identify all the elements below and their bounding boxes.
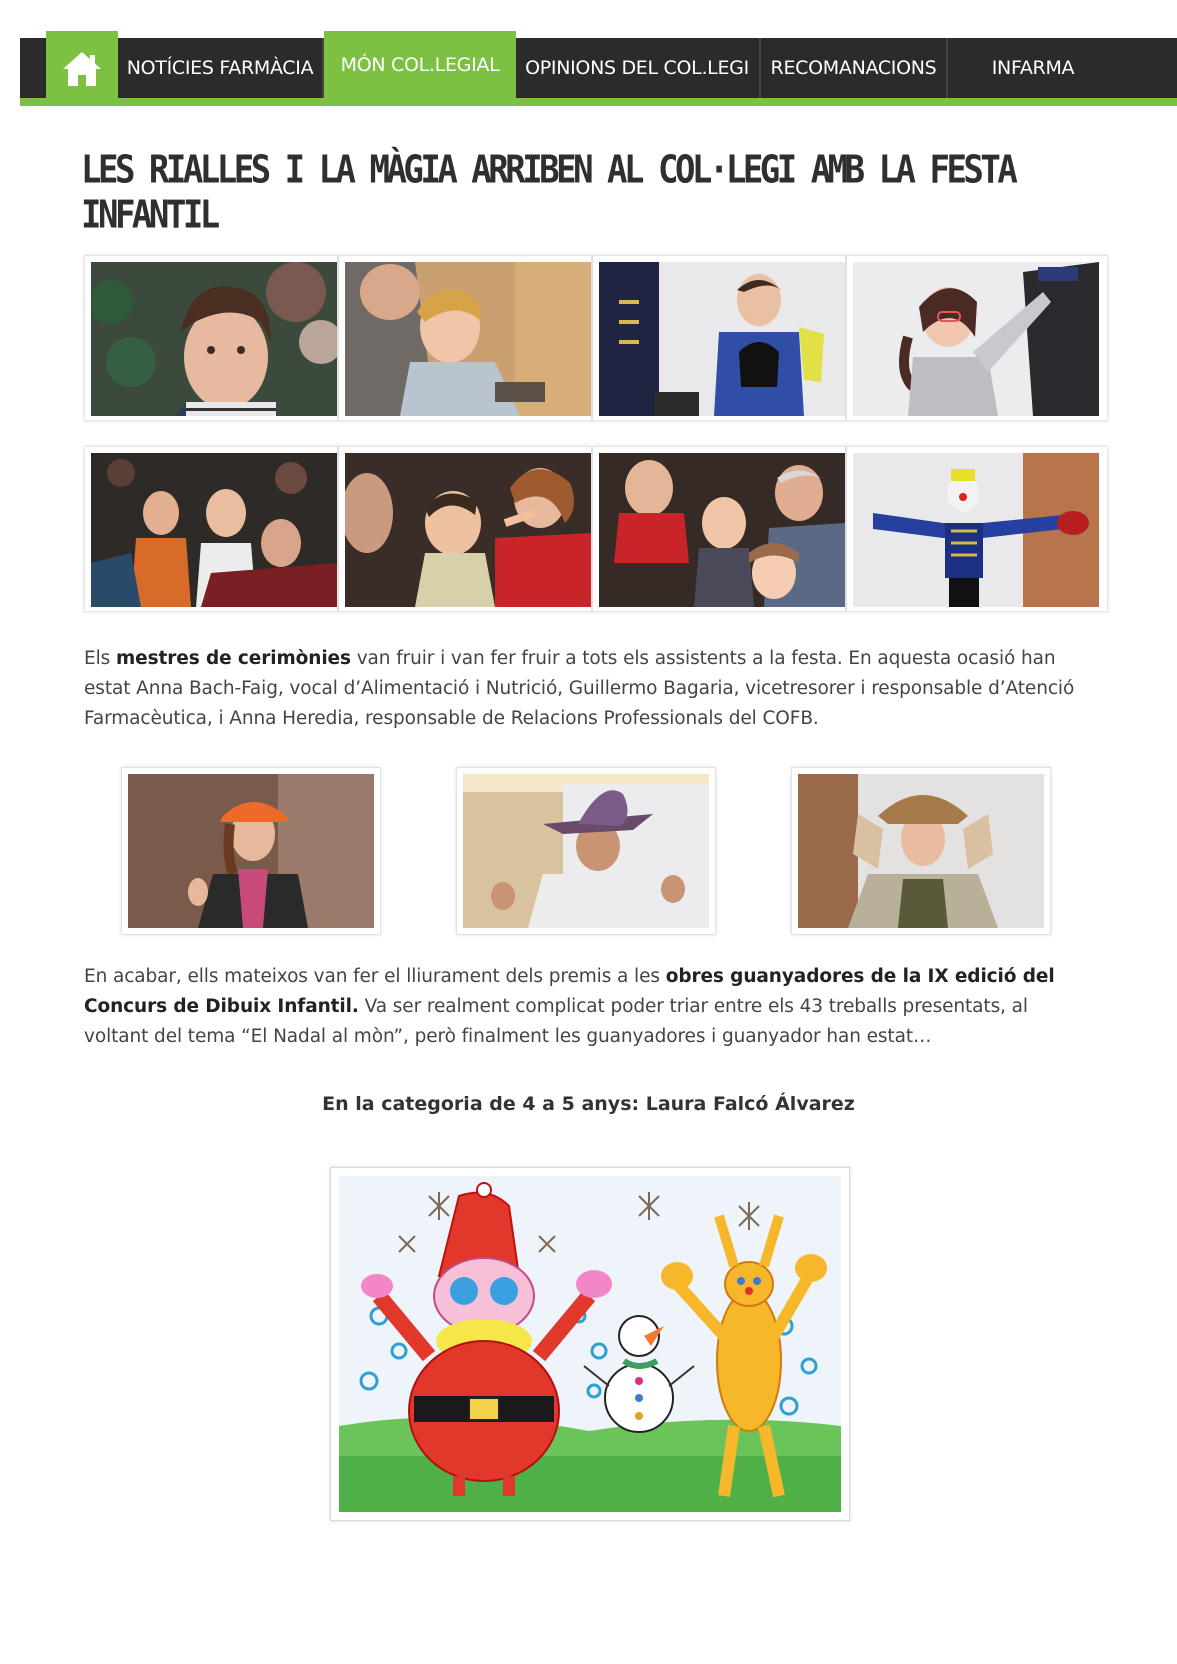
nav-item-label: NOTÍCIES FARMÀCIA xyxy=(126,57,314,79)
gallery-divider xyxy=(591,256,593,420)
photo-host-guillermo-bagaria[interactable] xyxy=(456,767,716,935)
photo-child-3[interactable] xyxy=(599,262,845,416)
winning-drawing[interactable] xyxy=(330,1167,850,1521)
photo-host-anna-bach-faig[interactable] xyxy=(121,767,381,935)
nav-item-label: INFARMA xyxy=(991,57,1075,79)
photo-magician[interactable] xyxy=(853,453,1099,607)
nav-home-button[interactable] xyxy=(46,31,118,106)
article-paragraph-1 xyxy=(84,644,1084,734)
paragraph-text: van fruir i van fer fruir a tots els assistents a la festa. En aquesta ocasió han estat Anna Bach-Faig, vocal d’Alimentació i Nutrició, Guillermo Bagaria, vicetresorer i responsable d’Atenció Farmacèutica, i Anna Heredia, responsable de Relacions Professionals del COFB. xyxy=(84,648,1075,729)
page-title: LES RIALLES I LA MÀGIA ARRIBEN AL COL·LEGI AMB LA FESTA INFANTIL xyxy=(81,148,1015,238)
paragraph-text: Els xyxy=(84,648,116,669)
paragraph-bold-text: mestres de cerimònies xyxy=(115,648,351,669)
nav-item-opinions-del-collegi[interactable] xyxy=(516,38,758,98)
winning-drawing-image xyxy=(339,1176,841,1512)
photo-gallery-row-1 xyxy=(84,255,1108,421)
gallery-divider xyxy=(845,447,847,611)
photo-host-guillermo-bagaria-image xyxy=(463,774,709,928)
photo-audience-3[interactable] xyxy=(599,453,845,607)
photo-audience-1[interactable] xyxy=(91,453,337,607)
photo-audience-2[interactable] xyxy=(345,453,591,607)
nav-item-recomanacions[interactable] xyxy=(761,38,946,98)
home-icon xyxy=(61,50,103,88)
photo-child-4[interactable] xyxy=(853,262,1099,416)
photo-child-2[interactable] xyxy=(345,262,591,416)
nav-item-noticies-farmacia[interactable] xyxy=(118,38,322,98)
nav-item-infarma[interactable] xyxy=(948,38,1118,98)
gallery-divider xyxy=(337,256,339,420)
nav-item-label: MÓN COL.LEGIAL xyxy=(340,53,500,76)
photo-gallery-row-2 xyxy=(84,446,1108,612)
nav-accent-line xyxy=(20,98,1177,106)
nav-item-label: RECOMANACIONS xyxy=(770,57,937,79)
nav-item-mon-collegial[interactable] xyxy=(324,31,516,98)
gallery-divider xyxy=(337,447,339,611)
photo-host-anna-bach-faig-image xyxy=(128,774,374,928)
photo-host-anna-heredia[interactable] xyxy=(791,767,1051,935)
photo-host-anna-heredia-image xyxy=(798,774,1044,928)
gallery-divider xyxy=(591,447,593,611)
paragraph-text: En acabar, ells mateixos van fer el lliurament dels premis a les xyxy=(84,966,666,987)
photo-child-1[interactable] xyxy=(91,262,337,416)
article-paragraph-2 xyxy=(84,962,1084,1052)
paragraph-bold-text: obres guanyadores de la IX edició del Concurs de Dibuix Infantil. xyxy=(84,966,1055,1017)
paragraph-text: Va ser realment complicat poder triar entre els 43 treballs presentats, al voltant del tema “El Nadal al mòn”, però finalment les guanyadores i guanyador han estat… xyxy=(84,996,1028,1047)
nav-item-label: OPINIONS DEL COL.LEGI xyxy=(525,57,749,79)
gallery-divider xyxy=(845,256,847,420)
award-category-caption: En la categoria de 4 a 5 anys: Laura Falcó Álvarez xyxy=(322,1093,855,1115)
